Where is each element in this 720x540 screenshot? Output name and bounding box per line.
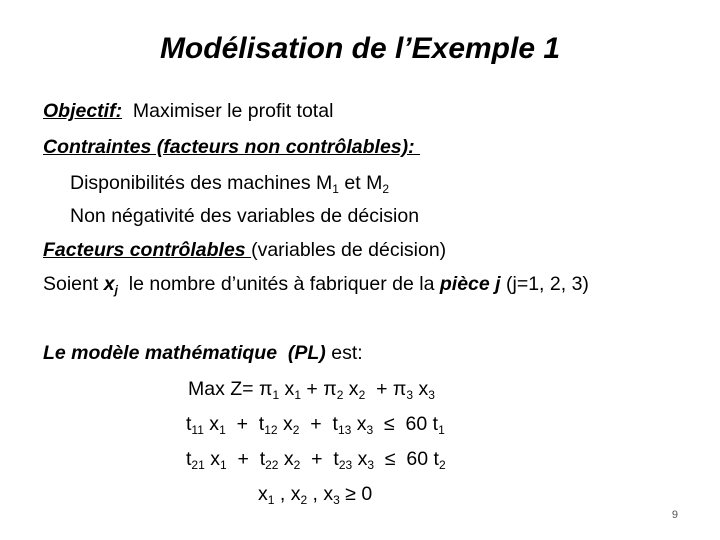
var-x: x [279,378,295,400]
plus-term: + t [299,413,338,435]
var-subscript: 3 [367,458,375,472]
pi-subscript: 3 [406,388,414,402]
var-subscript: 2 [300,493,308,507]
separator: , x [274,483,301,505]
facteurs-label: Facteurs contrôlables [43,239,252,261]
coef-subscript: 12 [264,423,278,437]
pi-symbol: π [258,378,273,400]
soient-var-subscript: j [114,283,118,297]
var-x: x [278,448,294,470]
var-subscript: 1 [219,423,226,437]
objective-lead: Max Z= [188,378,259,400]
var-x: x [203,413,220,435]
plus-sign: + [301,378,324,400]
plus-term: + t [226,448,266,470]
objective-function [188,378,435,401]
modele-line [43,342,363,365]
soient-var: x [103,273,115,295]
contraintes-line [43,136,420,159]
pi-subscript: 1 [272,388,280,402]
m2-subscript: 2 [382,182,389,196]
var-x: x [351,413,367,435]
contrainte-machines [70,172,389,195]
var-subscript: 1 [219,458,227,472]
var-subscript: 3 [333,493,340,507]
plus-term: + t [300,448,339,470]
soient-post: (j=1, 2, 3) [500,273,589,295]
coef-subscript: 13 [337,423,352,437]
pi-symbol: π [323,378,337,400]
contrainte-machines-mid: et M [338,172,383,194]
relation-rhs: ≤ 60 t [374,448,439,470]
modele-text: est: [325,342,363,364]
constraint-1 [186,413,445,436]
constraint-2 [186,448,446,471]
soient-piece: pièce j [439,273,501,295]
relation-rhs: ≥ 0 [339,483,373,505]
var-subscript: 2 [358,388,366,402]
page-number: 9 [671,509,678,521]
objectif-label: Objectif: [43,100,123,122]
soient-line [43,273,589,296]
rhs-subscript: 1 [438,423,445,437]
objectif-text: Maximiser le profit total [122,100,334,122]
separator: , x [307,483,334,505]
var-x: x [343,378,359,400]
slide-title: Modélisation de l’Exemple 1 [159,32,561,65]
pi-subscript: 2 [336,388,344,402]
contrainte-non-negativite-text: Non négativité des variables de décision [70,205,420,227]
facteurs-line [43,239,446,262]
var-subscript: 3 [428,388,435,402]
var-subscript: 1 [294,388,301,402]
var-subscript: 2 [292,423,300,437]
var-subscript: 2 [293,458,301,472]
var-x: x [204,448,220,470]
coef-subscript: 11 [191,423,204,437]
pi-symbol: π [392,378,407,400]
coef-t: t [186,448,192,470]
var-subscript: 3 [366,423,374,437]
plus-term: + t [225,413,265,435]
plus-sign: + [365,378,393,400]
coef-subscript: 23 [338,458,353,472]
objectif-line [43,100,333,123]
facteurs-text: (variables de décision) [251,239,447,261]
var-subscript: 1 [267,493,275,507]
contrainte-non-negativite [70,205,419,228]
relation-rhs: ≤ 60 t [373,413,439,435]
soient-mid: le nombre d’unités à fabriquer de la [117,273,440,295]
m1-subscript: 1 [332,182,339,196]
var-x: x [277,413,293,435]
var-x: x [258,483,268,505]
non-negativity [258,483,372,506]
contrainte-machines-text: Disponibilités des machines M [70,172,333,194]
soient-pre: Soient [43,273,104,295]
var-x: x [413,378,429,400]
coef-subscript: 22 [265,458,279,472]
rhs-subscript: 2 [438,458,446,472]
contraintes-label: Contraintes (facteurs non contrôlables): [43,136,421,158]
coef-t: t [186,413,192,435]
var-x: x [352,448,368,470]
modele-label: Le modèle mathématique (PL) [43,342,326,364]
coef-subscript: 21 [191,458,205,472]
